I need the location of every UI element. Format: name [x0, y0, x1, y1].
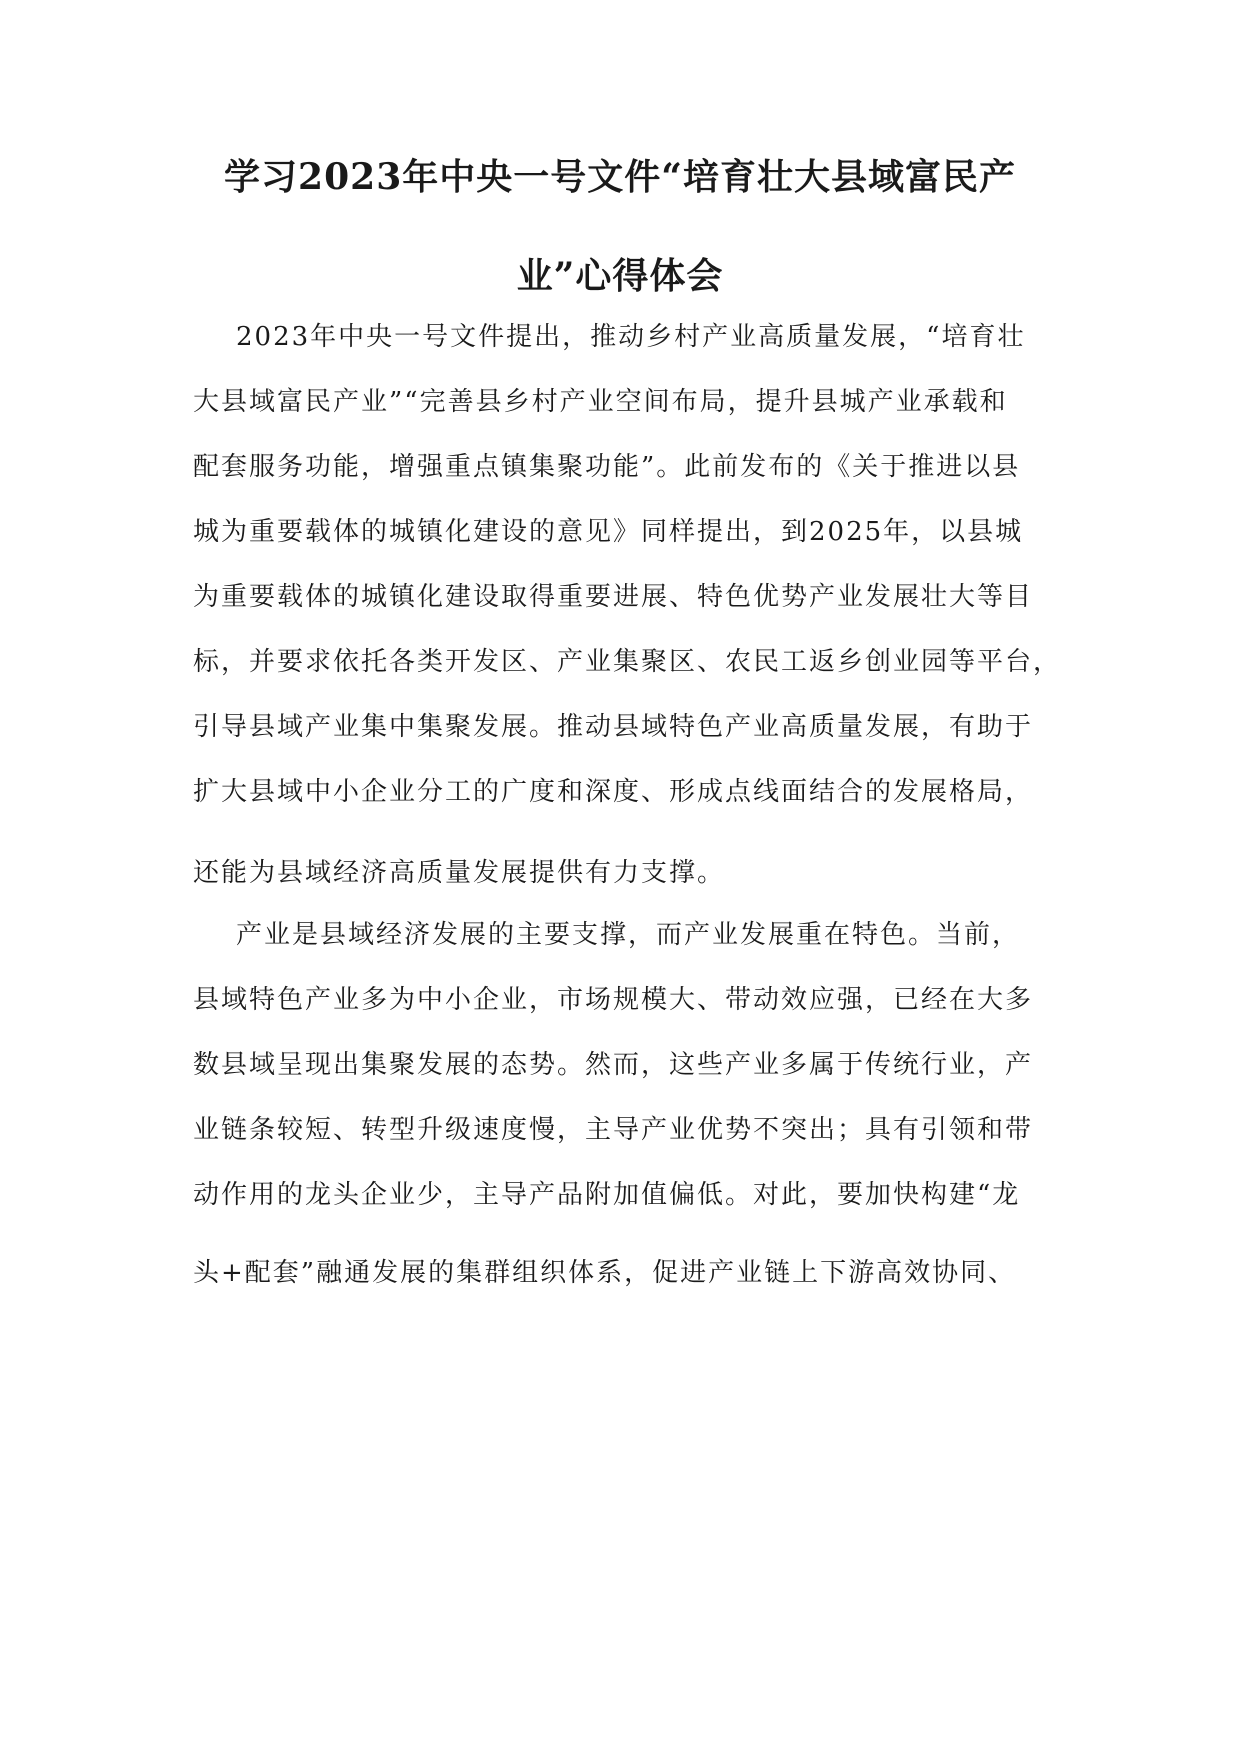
paragraph-2-line-5: 动作用的龙头企业少，主导产品附加值偏低。对此，要加快构建“龙 [193, 1180, 1021, 1210]
paragraph-2-line-6: 头+配套”融通发展的集群组织体系，促进产业链上下游高效协同、 [193, 1258, 1017, 1288]
document-title-line-2: 业”心得体会 [516, 255, 724, 297]
paragraph-2-line-3: 数县域呈现出集聚发展的态势。然而，这些产业多属于传统行业，产 [193, 1050, 1034, 1080]
paragraph-1-line-8: 扩大县域中小企业分工的广度和深度、形成点线面结合的发展格局， [193, 777, 1034, 807]
paragraph-1-line-1: 2023年中央一号文件提出，推动乡村产业高质量发展，“培育壮 [236, 322, 1026, 352]
paragraph-1-line-3: 配套服务功能，增强重点镇集聚功能”。此前发布的《关于推进以县 [193, 452, 1021, 482]
document-title-line-1: 学习2023年中央一号文件“培育壮大县域富民产 [224, 156, 1016, 198]
paragraph-2-line-4: 业链条较短、转型升级速度慢，主导产业优势不突出；具有引领和带 [193, 1115, 1034, 1145]
paragraph-1-line-6: 标，并要求依托各类开发区、产业集聚区、农民工返乡创业园等平台， [193, 647, 1062, 677]
paragraph-1-line-2: 大县域富民产业”“完善县乡村产业空间布局，提升县城产业承载和 [193, 387, 1008, 417]
paragraph-1-line-9: 还能为县域经济高质量发展提供有力支撑。 [193, 858, 726, 888]
paragraph-1-line-5: 为重要载体的城镇化建设取得重要进展、特色优势产业发展壮大等目 [193, 582, 1034, 612]
paragraph-2-line-2: 县域特色产业多为中小企业，市场规模大、带动效应强，已经在大多 [193, 985, 1034, 1015]
paragraph-2-line-1: 产业是县域经济发展的主要支撑，而产业发展重在特色。当前， [236, 920, 1021, 950]
paragraph-1-line-4: 城为重要载体的城镇化建设的意见》同样提出，到2025年，以县城 [193, 517, 1024, 547]
paragraph-1-line-7: 引导县域产业集中集聚发展。推动县域特色产业高质量发展，有助于 [193, 712, 1034, 742]
